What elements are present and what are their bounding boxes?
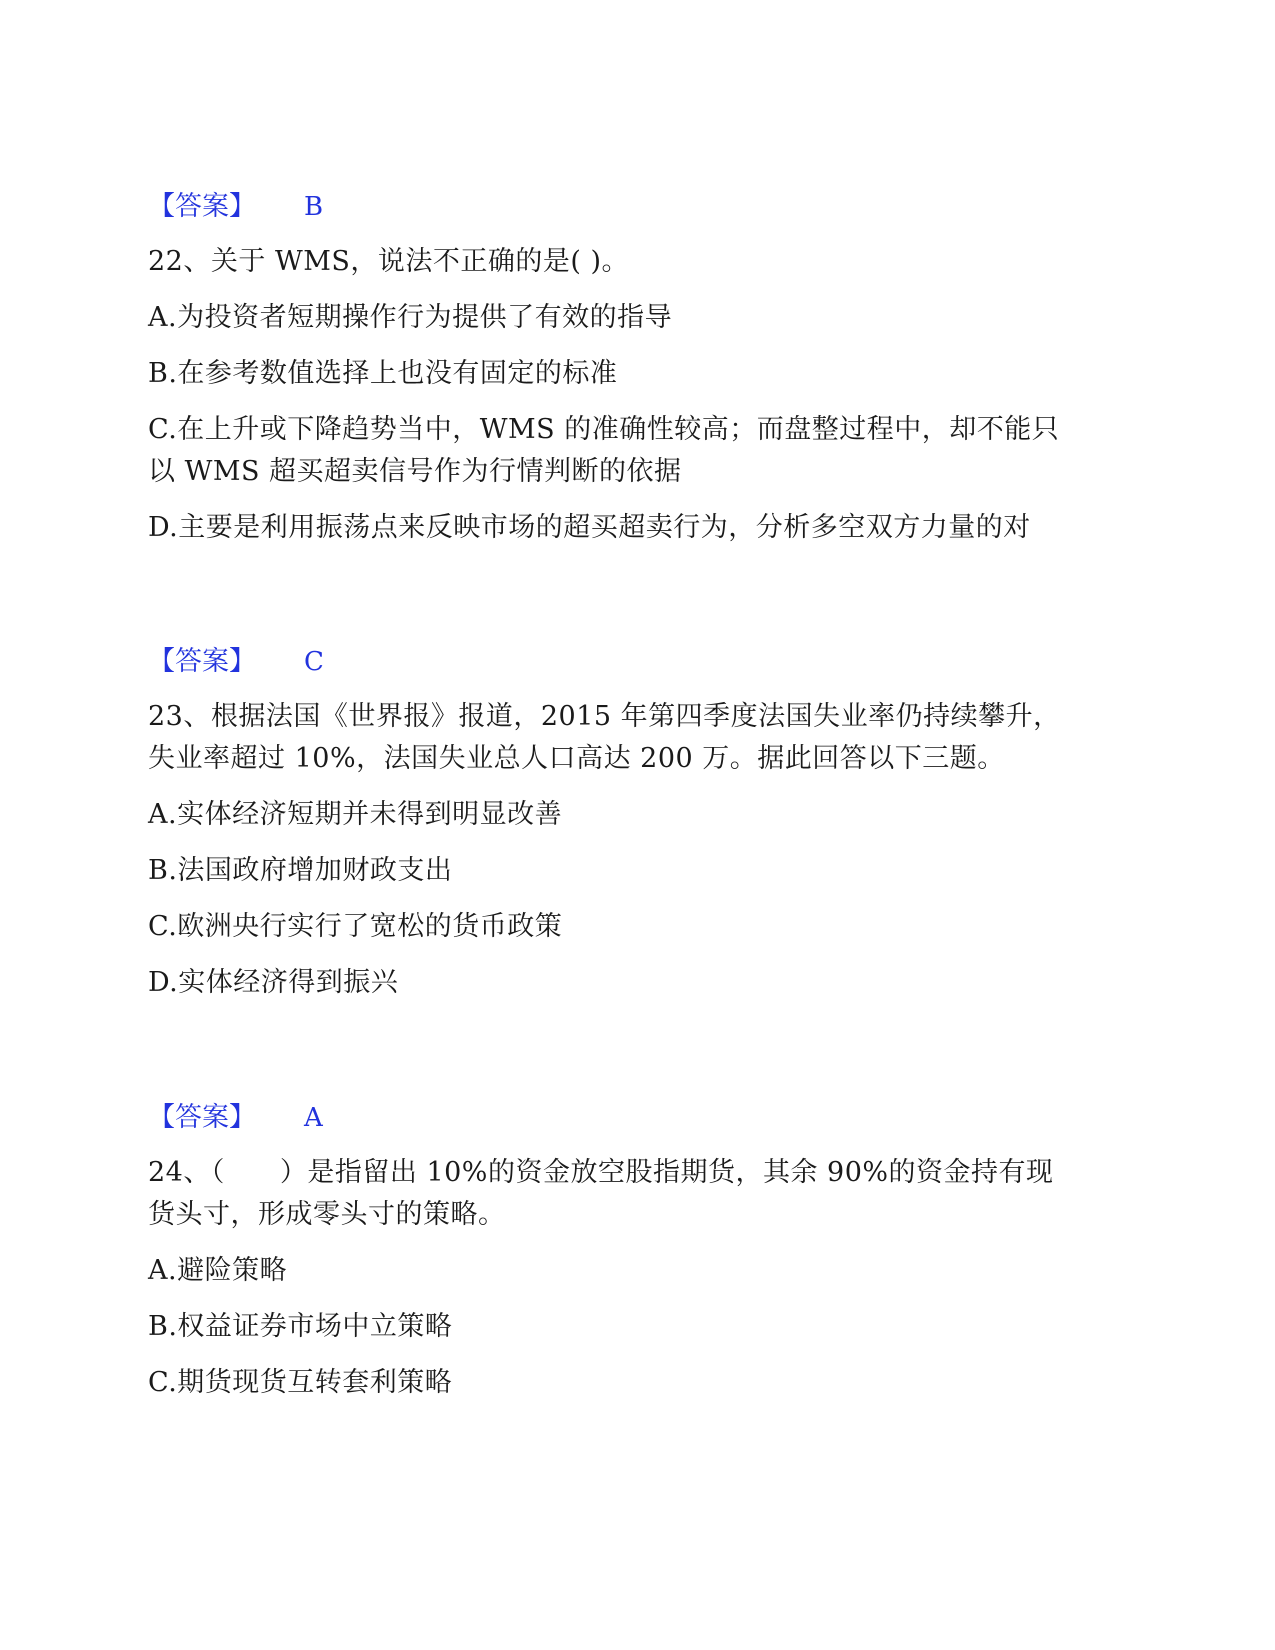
question-text: 23、根据法国《世界报》报道，2015 年第四季度法国失业率仍持续攀升，失业率超过 10%，法国失业总人口高达 200 万。据此回答以下三题。 — [148, 701, 1061, 774]
option-c: C.期货现货互转套利策略 — [148, 1367, 453, 1398]
answer-line — [148, 642, 1128, 682]
answer-label: 【答案】 — [148, 646, 256, 677]
document-page — [148, 0, 1128, 1650]
option-c: C.在上升或下降趋势当中，WMS 的准确性较高；而盘整过程中，却不能只以 WMS 超买超卖信号作为行情判断的依据 — [148, 414, 1060, 487]
question-text: 24、（ ）是指留出 10%的资金放空股指期货，其余 90%的资金持有现货头寸，形成零头寸的策略。 — [148, 1157, 1054, 1230]
option-a: A.实体经济短期并未得到明显改善 — [148, 799, 563, 830]
option-d: D.实体经济得到振兴 — [148, 967, 399, 998]
option-c: C.欧洲央行实行了宽松的货币政策 — [148, 911, 563, 942]
question-text: 22、关于 WMS，说法不正确的是( )。 — [148, 246, 629, 277]
answer-value: C — [304, 647, 324, 677]
option-d: D.主要是利用振荡点来反映市场的超买超卖行为，分析多空双方力量的对 — [148, 512, 1031, 543]
option-a: A.为投资者短期操作行为提供了有效的指导 — [148, 302, 673, 333]
answer-value: B — [304, 192, 324, 222]
question-block-22 — [148, 187, 1128, 549]
answer-label: 【答案】 — [148, 1102, 256, 1133]
answer-value: A — [304, 1103, 323, 1133]
answer-line — [148, 187, 1128, 227]
answer-line — [148, 1098, 1128, 1138]
question-block-24 — [148, 1098, 1128, 1404]
question-block-23 — [148, 642, 1128, 1004]
answer-label: 【答案】 — [148, 191, 256, 222]
option-a: A.避险策略 — [148, 1255, 288, 1286]
option-b: B.权益证券市场中立策略 — [148, 1311, 453, 1342]
option-b: B.在参考数值选择上也没有固定的标准 — [148, 358, 618, 389]
option-b: B.法国政府增加财政支出 — [148, 855, 453, 886]
